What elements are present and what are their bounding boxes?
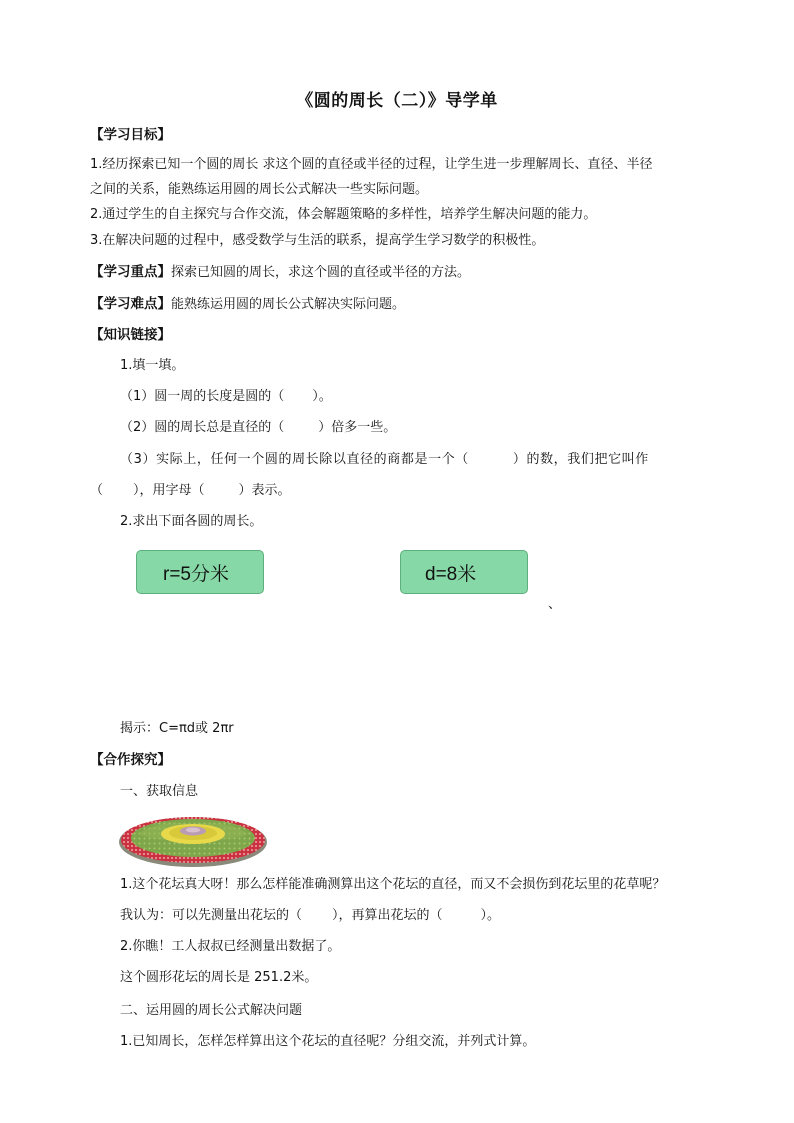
- key-point: [90, 263, 470, 282]
- objective-1-line-1: 1.经历探索已知一个圆的周长 求这个圆的直径或半径的过程，让学生进一步理解周长、直径、半径: [90, 157, 653, 172]
- radius-box: [136, 550, 264, 594]
- cooperation-heading: 【合作探究】: [90, 752, 171, 768]
- q1-3-text: （3）实际上，任何一个圆的周长除以直径的商都是一个（: [120, 452, 469, 467]
- objective-3: 3.在解决问题的过程中，感受数学与生活的联系，提高学生学习数学的积极性。: [90, 233, 545, 248]
- knowledge-q1-3: [120, 451, 649, 469]
- knowledge-q1-3-cont: [90, 482, 291, 500]
- cooperation-q1: 1.这个花坛真大呀！那么怎样能准确测算出这个花坛的直径，而又不会损伤到花坛里的花草呢？: [120, 877, 666, 892]
- difficult-point: [90, 295, 405, 314]
- answer-text-2: ），再算出花坛的（: [332, 908, 443, 923]
- q1-3-text-2: ）的数，我们把它叫作: [512, 452, 649, 467]
- difficult-point-text: 能熟练运用圆的周长公式解决实际问题。: [171, 297, 406, 312]
- stray-mark: 、: [548, 597, 562, 612]
- flowerbed-fact: 这个圆形花坛的周长是 251.2米。: [120, 970, 318, 985]
- objectives-heading: 【学习目标】: [90, 127, 171, 143]
- answer-text-1: 我认为：可以先测量出花坛的（: [120, 908, 303, 923]
- objective-2: 2.通过学生的自主探究与合作交流，体会解题策略的多样性，培养学生解决问题的能力。: [90, 207, 597, 222]
- diameter-label: d=8米: [425, 563, 477, 585]
- formula-hint: 揭示：C=πd或 2πr: [120, 721, 234, 736]
- q1-3-end: ）表示。: [238, 483, 291, 498]
- knowledge-q1-1: [120, 388, 332, 406]
- cooperation-answer: [120, 907, 500, 925]
- knowledge-q1: 1.填一填。: [120, 358, 185, 373]
- radius-label: r=5分米: [163, 563, 229, 585]
- flowerbed-image: [118, 812, 268, 868]
- q1-1-text: （1）圆一周的长度是圆的（: [120, 389, 285, 404]
- q1-3-text-3: ），用字母（: [133, 483, 205, 498]
- part-1-heading: 一、获取信息: [120, 784, 199, 799]
- diameter-box: [400, 550, 528, 594]
- knowledge-heading: 【知识链接】: [90, 327, 171, 343]
- key-point-heading: 【学习重点】: [90, 264, 171, 280]
- cooperation-q2: 2.你瞧！工人叔叔已经测量出数据了。: [120, 939, 341, 954]
- knowledge-q2: 2.求出下面各圆的周长。: [120, 514, 263, 529]
- cooperation-q3: 1.已知周长，怎样怎样算出这个花坛的直径呢？分组交流，并列式计算。: [120, 1034, 536, 1049]
- difficult-point-heading: 【学习难点】: [90, 296, 171, 312]
- q1-2-text: （2）圆的周长总是直径的（: [120, 420, 285, 435]
- page-title: 《圆的周长（二）》导学单: [296, 91, 498, 111]
- key-point-text: 探索已知圆的周长，求这个圆的直径或半径的方法。: [171, 265, 471, 280]
- knowledge-q1-2: [120, 419, 396, 437]
- q1-2-end: ）倍多一些。: [318, 420, 397, 435]
- q1-1-end: ）。: [312, 389, 332, 404]
- q1-3-open: （: [90, 483, 104, 498]
- objective-1-line-2: 之间的关系，能熟练运用圆的周长公式解决一些实际问题。: [90, 182, 429, 197]
- answer-end: ）。: [480, 908, 501, 923]
- part-2-heading: 二、运用圆的周长公式解决问题: [120, 1003, 303, 1018]
